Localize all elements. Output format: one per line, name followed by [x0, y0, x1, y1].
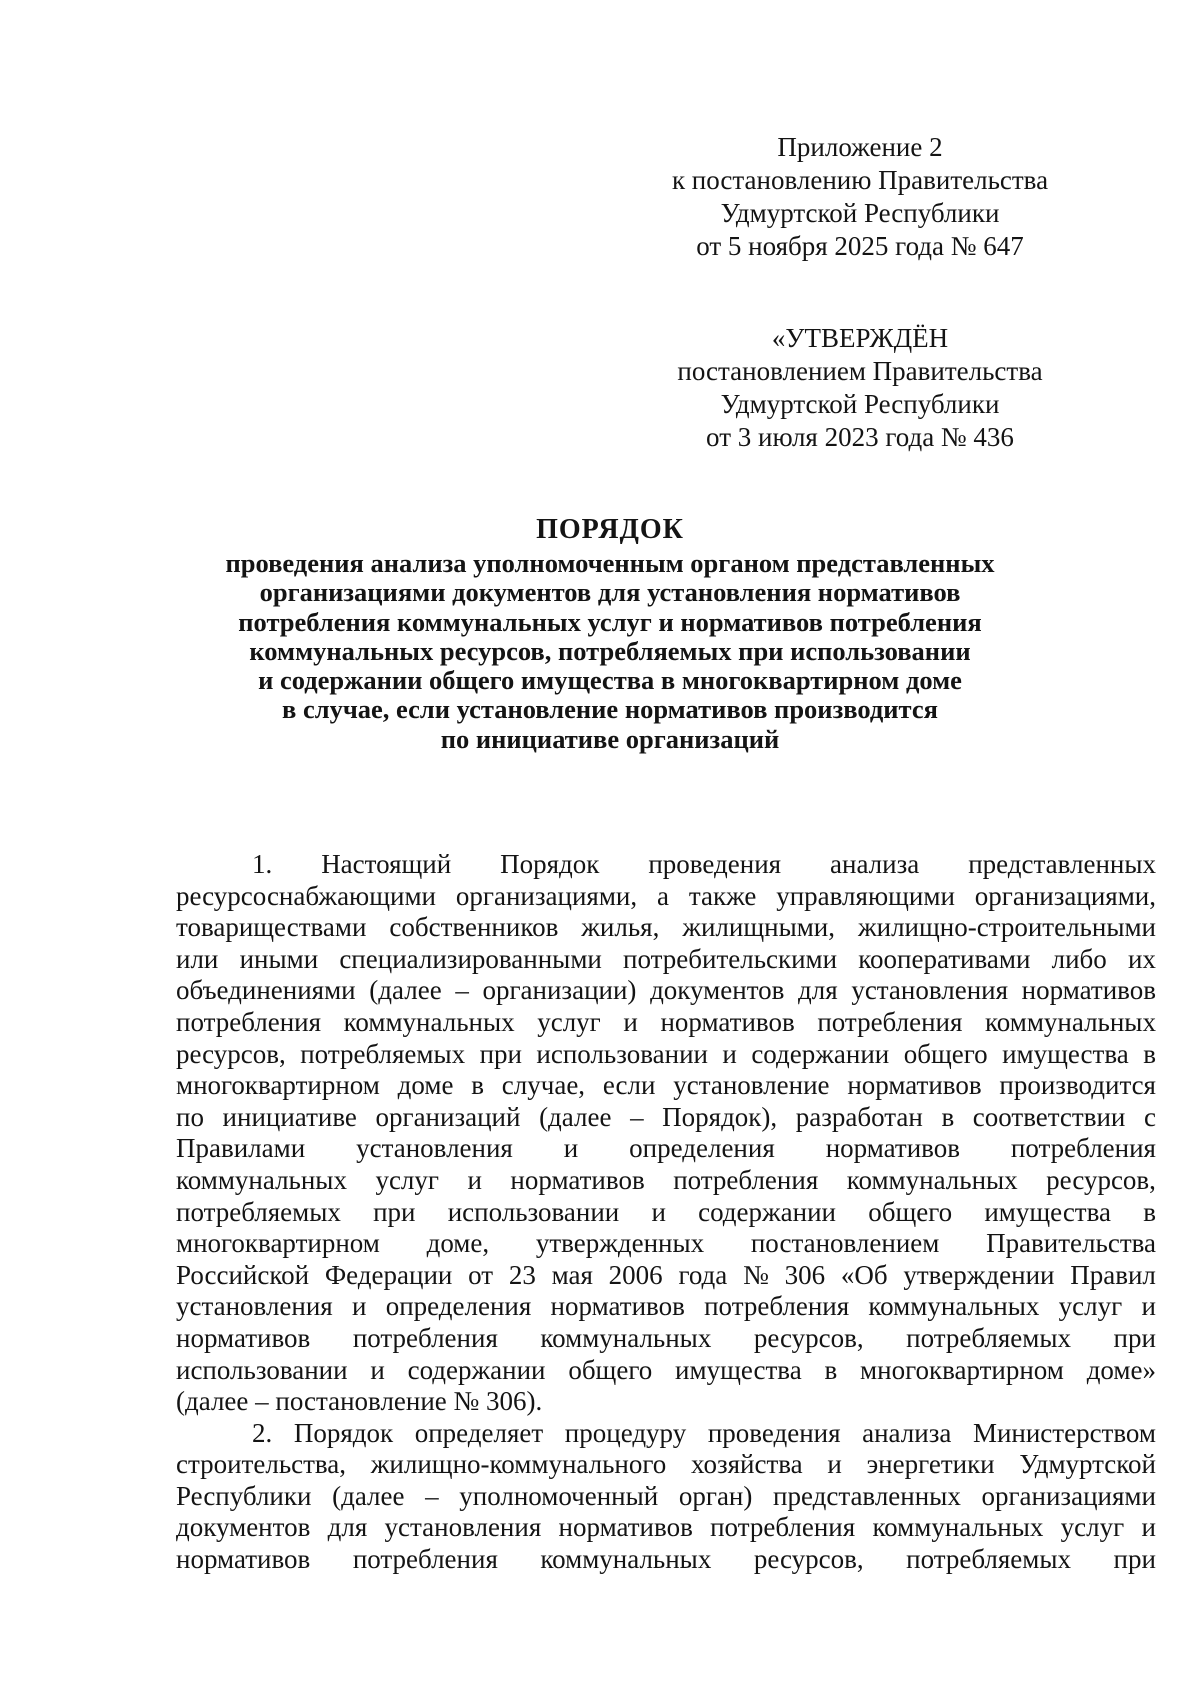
paragraph-1 [176, 849, 1156, 1418]
text-line: документов для установления нормативов потребления коммунальных услуг и [176, 1512, 1156, 1543]
subtitle-line: проведения анализа уполномоченным органом представленных [225, 548, 995, 578]
text-line: нормативов потребления коммунальных ресурсов, потребляемых при [176, 1322, 1156, 1353]
text-line: Правилами установления и определения нормативов потребления [176, 1133, 1156, 1164]
appendix-line: от 5 ноября 2025 года № 647 [696, 231, 1024, 261]
subtitle-line: коммунальных ресурсов, потребляемых при использовании [249, 635, 971, 666]
text-line: товариществами собственников жилья, жилищными, жилищно-строительными [176, 912, 1156, 943]
text-line: строительства, жилищно-коммунального хозяйства и энергетики Удмуртской [176, 1449, 1156, 1480]
text-line: ресурсов, потребляемых при использовании и содержании общего имущества в [176, 1038, 1156, 1069]
document-body [176, 849, 1156, 1576]
text-line: потребляемых при использовании и содержании общего имущества в [176, 1196, 1156, 1227]
appendix-line: Приложение 2 [777, 132, 943, 162]
text-line: коммунальных услуг и нормативов потребления коммунальных ресурсов, [176, 1164, 1156, 1195]
approval-line: «УТВЕРЖДЁН [771, 323, 949, 353]
text-line: по инициативе организаций (далее – Порядок), разработан в соответствии с [176, 1101, 1156, 1132]
appendix-line: к постановлению Правительства [671, 165, 1049, 195]
subtitle-line: по инициативе организаций [440, 723, 780, 754]
approval-line: Удмуртской Республики [720, 389, 1000, 419]
text-line: Республики (далее – уполномоченный орган) представленных организациями [176, 1480, 1156, 1511]
document-title-block [180, 513, 1040, 754]
text-line: (далее – постановление № 306). [176, 1386, 543, 1417]
appendix-header [640, 131, 1080, 263]
text-line: объединениями (далее – организации) документов для установления нормативов [176, 975, 1156, 1006]
appendix-line: Удмуртской Республики [720, 198, 1000, 228]
approval-line: постановлением Правительства [677, 356, 1043, 386]
text-line: установления и определения нормативов потребления коммунальных услуг и [176, 1291, 1156, 1322]
subtitle-line: и содержании общего имущества в многоквартирном доме [258, 665, 962, 696]
text-line: ресурсоснабжающими организациями, а также управляющими организациями, [176, 880, 1156, 911]
approval-stamp [640, 322, 1080, 454]
text-line: использовании и содержании общего имущества в многоквартирном доме» [176, 1354, 1156, 1385]
text-line: нормативов потребления коммунальных ресурсов, потребляемых при [176, 1544, 1156, 1575]
paragraph-2 [176, 1418, 1156, 1576]
subtitle-line: организациями документов для установления нормативов [259, 577, 961, 608]
document-subtitle [180, 549, 1040, 754]
text-line: потребления коммунальных услуг и нормативов потребления коммунальных [176, 1006, 1156, 1037]
text-line: 2. Порядок определяет процедуру проведения анализа Министерством [252, 1417, 1156, 1448]
text-line: многоквартирном доме, утвержденных постановлением Правительства [176, 1228, 1156, 1259]
subtitle-line: потребления коммунальных услуг и нормативов потребления [238, 606, 982, 637]
approval-line: от 3 июля 2023 года № 436 [706, 422, 1014, 452]
subtitle-line: в случае, если установление нормативов производится [282, 694, 938, 725]
document-title: ПОРЯДОК [536, 514, 684, 545]
text-line: или иными специализированными потребительскими кооперативами либо их [176, 943, 1156, 974]
text-line: многоквартирном доме в случае, если установление нормативов производится [176, 1070, 1156, 1101]
text-line: Российской Федерации от 23 мая 2006 года № 306 «Об утверждении Правил [176, 1259, 1156, 1290]
text-line: 1. Настоящий Порядок проведения анализа представленных [252, 849, 1156, 879]
